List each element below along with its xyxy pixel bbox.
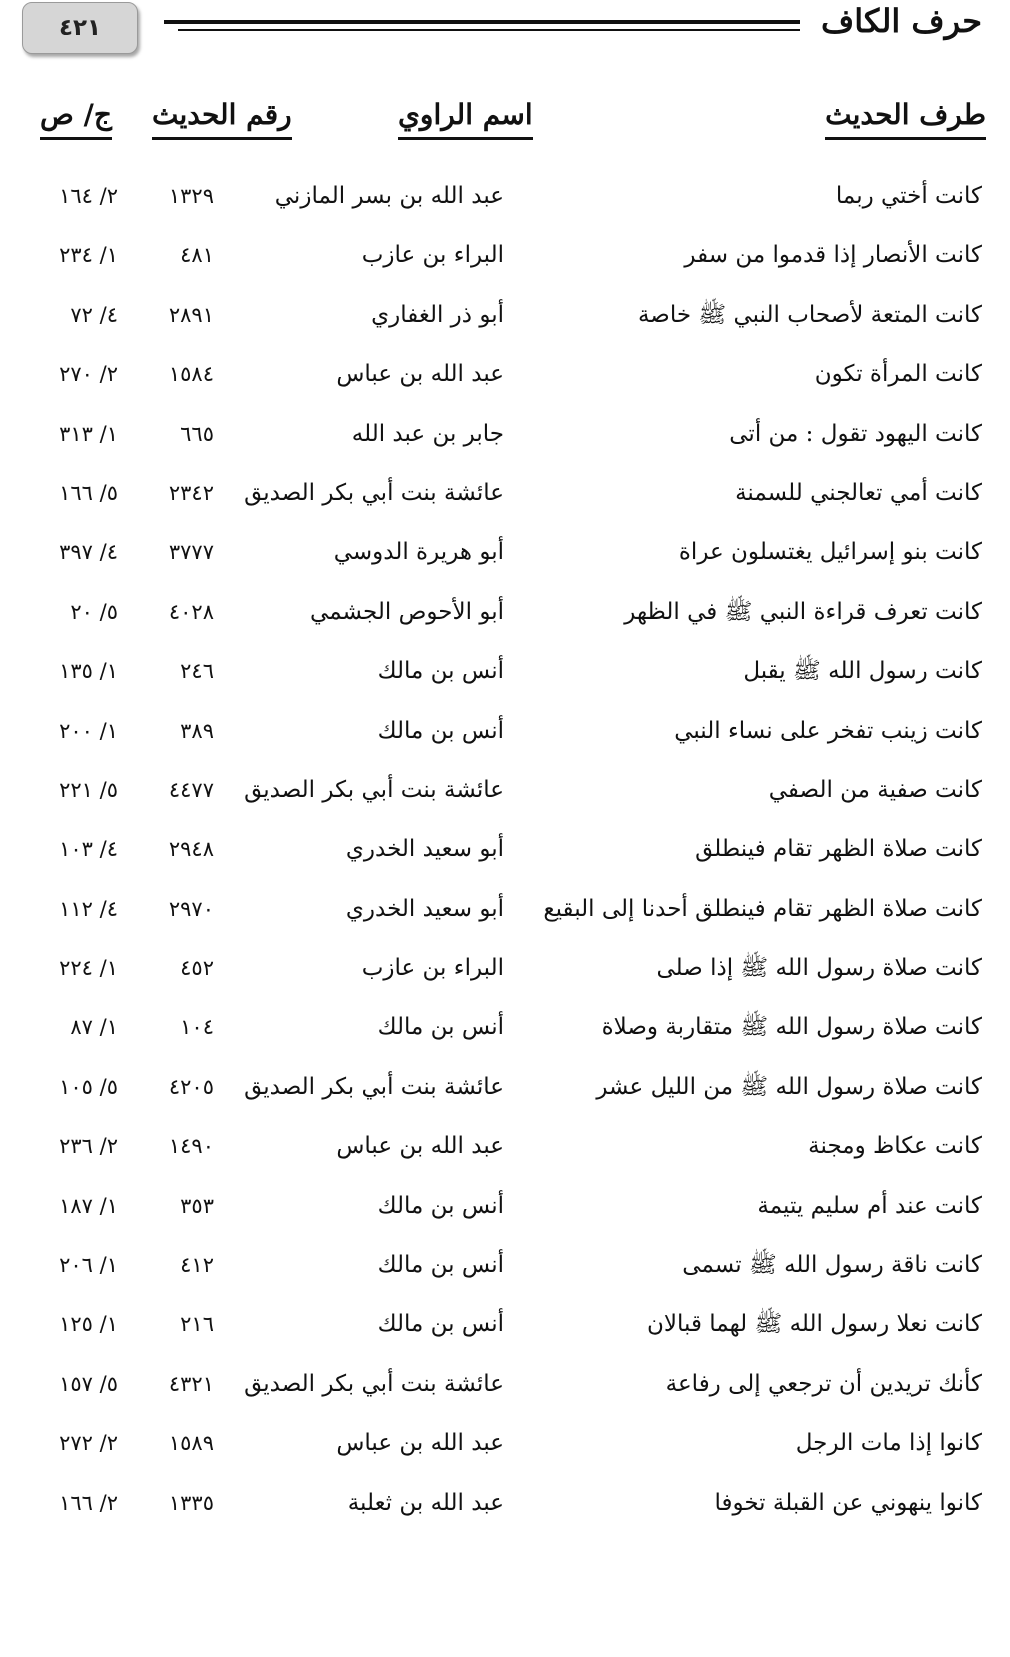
narrator-name: عبد الله بن ثعلبة [347, 1489, 504, 1516]
header-rule-thin [178, 29, 800, 31]
table-row [0, 592, 1010, 651]
hadith-number: ٤٤٧٧ [168, 777, 214, 802]
hadith-text: كانت المرأة تكون [814, 361, 982, 388]
volume-page-ref: ١/ ٣١٣ [59, 421, 118, 446]
hadith-text: كانت تعرف قراءة النبي ﷺ في الظهر [624, 598, 982, 625]
narrator-name: جابر بن عبد الله [351, 420, 504, 447]
narrator-name: البراء بن عازب [361, 955, 504, 982]
table-row [0, 770, 1010, 829]
hadith-number: ١٣٢٩ [168, 184, 214, 208]
column-header-volume-page: ج/ ص [40, 98, 112, 140]
chapter-title: حرف الكاف [821, 2, 982, 40]
page-header [0, 0, 1010, 70]
hadith-number: ٤٠٢٨ [168, 599, 214, 624]
narrator-name: أبو سعيد الخدري [345, 836, 504, 863]
volume-page-ref: ١/ ٢٠٦ [59, 1253, 118, 1278]
hadith-text: كانت عند أم سليم يتيمة [757, 1192, 982, 1219]
volume-page-ref: ١/ ٢٢٤ [59, 956, 118, 981]
hadith-text: كانت عكاظ ومجنة [808, 1133, 982, 1160]
narrator-name: عائشة بنت أبي بكر الصديق [244, 1370, 504, 1397]
volume-page-ref: ٤/ ٧٢ [70, 302, 118, 327]
hadith-text: كانت صلاة رسول الله ﷺ إذا صلى [656, 955, 982, 982]
table-row [0, 1483, 1010, 1542]
table-row [0, 235, 1010, 294]
narrator-name: عائشة بنت أبي بكر الصديق [244, 479, 504, 506]
hadith-text: كانت نعلا رسول الله ﷺ لهما قبالان [647, 1311, 982, 1338]
narrator-name: عبد الله بن عباس [336, 1430, 504, 1457]
narrator-name: أبو هريرة الدوسي [333, 539, 504, 566]
table-row [0, 1007, 1010, 1066]
table-row [0, 1186, 1010, 1245]
hadith-text: كانت بنو إسرائيل يغتسلون عراة [678, 539, 982, 566]
hadith-text: كانت صلاة الظهر تقام فينطلق [695, 836, 982, 863]
narrator-name: أنس بن مالك [377, 1014, 504, 1041]
hadith-number: ٤٢٠٥ [168, 1074, 214, 1099]
hadith-number: ٤٣٢١ [168, 1371, 214, 1396]
hadith-text: كانت الأنصار إذا قدموا من سفر [684, 242, 982, 269]
volume-page-ref: ١/ ٨٧ [70, 1015, 118, 1040]
header-rule [164, 20, 800, 24]
column-header-hadith-number: رقم الحديث [152, 98, 292, 140]
table-row [0, 889, 1010, 948]
hadith-text: كانت رسول الله ﷺ يقبل [743, 658, 982, 685]
narrator-name: عائشة بنت أبي بكر الصديق [244, 1073, 504, 1100]
table-row [0, 473, 1010, 532]
table-row [0, 1304, 1010, 1363]
table-row [0, 295, 1010, 354]
hadith-text: كأنك تريدين أن ترجعي إلى رفاعة [665, 1370, 982, 1397]
hadith-number: ١٥٨٩ [168, 1431, 214, 1456]
hadith-number: ٤٨١ [180, 243, 214, 268]
narrator-name: البراء بن عازب [361, 242, 504, 269]
narrator-name: أبو الأحوص الجشمي [310, 598, 504, 625]
hadith-text: كانوا إذا مات الرجل [795, 1430, 982, 1457]
hadith-number: ٣٧٧٧ [168, 540, 214, 565]
hadith-text: كانت صلاة رسول الله ﷺ متقاربة وصلاة [601, 1014, 982, 1041]
table-row [0, 829, 1010, 888]
hadith-number: ٢٩٧٠ [168, 896, 214, 921]
narrator-name: أبو سعيد الخدري [345, 895, 504, 922]
narrator-name: أبو ذر الغفاري [371, 301, 504, 328]
hadith-number: ٤٥٢ [180, 956, 214, 981]
volume-page-ref: ٥/ ٢٠ [70, 599, 118, 624]
narrator-name: أنس بن مالك [377, 1192, 504, 1219]
hadith-index-table [0, 176, 1010, 1542]
narrator-name: أنس بن مالك [377, 658, 504, 685]
volume-page-ref: ٤/ ٣٩٧ [59, 540, 118, 565]
hadith-number: ٢٤٦ [180, 659, 214, 684]
table-row [0, 176, 1010, 235]
volume-page-ref: ٢/ ٢٧٠ [59, 362, 118, 387]
page-number: ٤٢١ [22, 2, 138, 54]
table-row [0, 948, 1010, 1007]
hadith-number: ٤١٢ [180, 1253, 214, 1278]
hadith-text: كانت صفية من الصفي [768, 776, 982, 803]
table-row [0, 354, 1010, 413]
table-row [0, 1126, 1010, 1185]
volume-page-ref: ٥/ ١٦٦ [59, 480, 118, 505]
table-row [0, 1245, 1010, 1304]
hadith-text: كانت ناقة رسول الله ﷺ تسمى [682, 1252, 982, 1279]
hadith-text: كانت أختي ربما [835, 183, 982, 209]
hadith-number: ٢١٦ [180, 1312, 214, 1337]
volume-page-ref: ٤/ ١١٢ [59, 896, 118, 921]
hadith-number: ١٣٣٥ [168, 1490, 214, 1515]
hadith-text: كانت المتعة لأصحاب النبي ﷺ خاصة [637, 301, 982, 328]
volume-page-ref: ٢/ ٢٣٦ [59, 1134, 118, 1159]
table-row [0, 651, 1010, 710]
hadith-number: ١٥٨٤ [168, 362, 214, 387]
hadith-number: ٣٨٩ [180, 718, 214, 743]
narrator-name: عبد الله بن عباس [336, 361, 504, 388]
narrator-name: أنس بن مالك [377, 717, 504, 744]
hadith-number: ٣٥٣ [180, 1193, 214, 1218]
narrator-name: عبد الله بن بسر المازني [274, 183, 504, 209]
table-row [0, 711, 1010, 770]
hadith-text: كانت صلاة الظهر تقام فينطلق أحدنا إلى البقيع [543, 895, 982, 922]
table-row [0, 414, 1010, 473]
volume-page-ref: ١/ ١٢٥ [59, 1312, 118, 1337]
narrator-name: أنس بن مالك [377, 1311, 504, 1338]
volume-page-ref: ٥/ ١٠٥ [59, 1074, 118, 1099]
volume-page-ref: ٢/ ١٦٦ [59, 1490, 118, 1515]
table-row [0, 532, 1010, 591]
hadith-number: ١٠٤ [180, 1015, 214, 1040]
volume-page-ref: ١/ ١٨٧ [59, 1193, 118, 1218]
volume-page-ref: ١/ ١٣٥ [59, 659, 118, 684]
hadith-number: ٦٦٥ [180, 421, 214, 446]
narrator-name: أنس بن مالك [377, 1252, 504, 1279]
volume-page-ref: ٥/ ١٥٧ [59, 1371, 118, 1396]
hadith-number: ٢٩٤٨ [168, 837, 214, 862]
volume-page-ref: ٥/ ٢٢١ [59, 777, 118, 802]
column-header-narrator: اسم الراوي [398, 98, 533, 140]
hadith-number: ٢٨٩١ [168, 302, 214, 327]
volume-page-ref: ١/ ٢٠٠ [59, 718, 118, 743]
narrator-name: عبد الله بن عباس [336, 1133, 504, 1160]
narrator-name: عائشة بنت أبي بكر الصديق [244, 776, 504, 803]
volume-page-ref: ١/ ٢٣٤ [59, 243, 118, 268]
hadith-text: كانت أمي تعالجني للسمنة [735, 479, 982, 506]
column-header-hadith: طرف الحديث [825, 98, 986, 140]
hadith-number: ٢٣٤٢ [168, 480, 214, 505]
hadith-number: ١٤٩٠ [168, 1134, 214, 1159]
hadith-text: كانوا ينهوني عن القبلة تخوفا [714, 1489, 982, 1516]
volume-page-ref: ٢/ ٢٧٢ [59, 1431, 118, 1456]
table-row [0, 1423, 1010, 1482]
volume-page-ref: ٢/ ١٦٤ [59, 184, 118, 208]
table-row [0, 1067, 1010, 1126]
volume-page-ref: ٤/ ١٠٣ [59, 837, 118, 862]
hadith-text: كانت اليهود تقول : من أتى [729, 420, 982, 447]
table-row [0, 1364, 1010, 1423]
hadith-text: كانت صلاة رسول الله ﷺ من الليل عشر [596, 1073, 982, 1100]
hadith-text: كانت زينب تفخر على نساء النبي [674, 717, 982, 744]
